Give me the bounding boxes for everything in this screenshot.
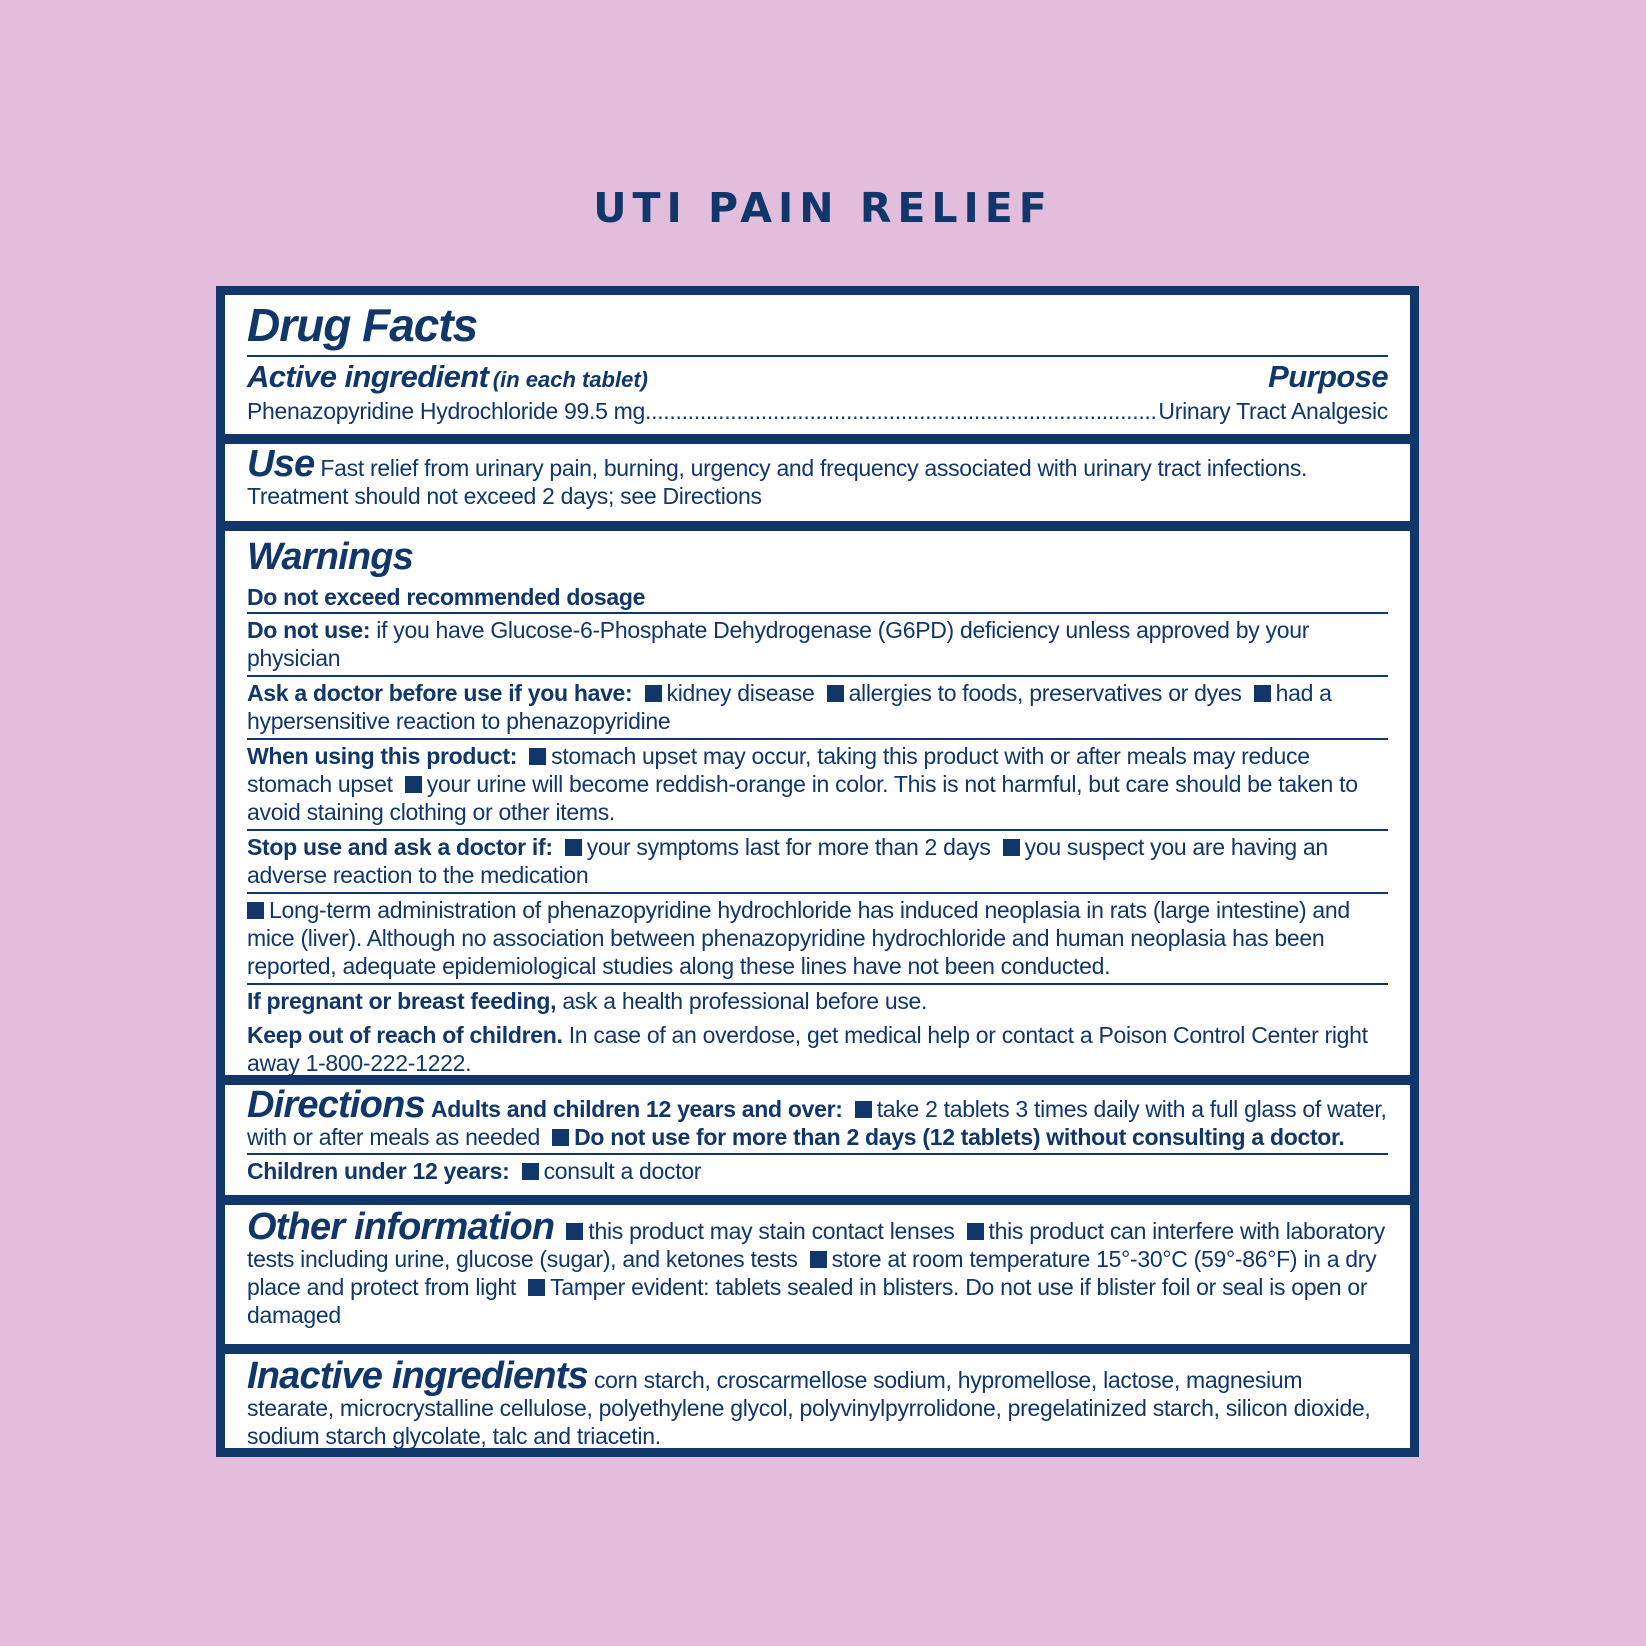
pregnant-text: ask a health professional before use. [562,988,928,1014]
children-label: Children under 12 years: [247,1158,510,1184]
page-title: UTI PAIN RELIEF [593,184,1053,232]
adults-item: take 2 tablets 3 times daily with a full glass of water, with or after meals as needed [247,1096,1387,1150]
ask-doctor-label: Ask a doctor before use if you have: [247,680,633,706]
ingredient-name: Phenazopyridine Hydrochloride 99.5 mg [247,398,646,424]
when-using-label: When using this product: [247,743,518,769]
stop-item: your symptoms last for more than 2 days [586,834,991,860]
when-item: stomach upset may occur, taking this product with or after meals may reduce stomach upset [247,743,1310,797]
active-ingredient-sub: (in each tablet) [492,367,648,392]
adults-label: Adults and children 12 years and over: [430,1096,843,1122]
adults-warning: Do not use for more than 2 days (12 tablets) without consulting a doctor. [574,1124,1345,1150]
use-heading: Use [247,444,315,485]
bullet-icon [522,1163,539,1180]
bullet-icon [810,1251,827,1268]
do-not-use-label: Do not use: [247,617,371,643]
other-item: store at room temperature 15°-30°C (59°-86°F) in a dry place and protect from light [247,1246,1377,1300]
bullet-icon [645,685,662,702]
active-ingredient-heading: Active ingredient [247,359,489,394]
bullet-icon [405,776,422,793]
use-section [225,444,1410,521]
pregnant-label: If pregnant or breast feeding, [247,988,557,1014]
inactive-heading: Inactive ingredients [247,1355,588,1397]
long-term-warning: Long-term administration of phenazopyridine hydrochloride has induced neoplasia in rats (large intestine) and mice (liver). Although no association between phenazopyridine hydrochloride and human neoplasia has been reported, adequate epidemiological studies along these lines have not been conducted. [247,897,1350,979]
other-item: Tamper evident: tablets sealed in blisters. Do not use if blister foil or seal is open or damaged [247,1274,1368,1328]
other-info-heading: Other information [247,1206,555,1248]
do-not-use-text: if you have Glucose-6-Phosphate Dehydrogenase (G6PD) deficiency unless approved by your physician [247,617,1310,671]
other-item: this product can interfere with laboratory tests including urine, glucose (sugar), and ketones tests [247,1218,1386,1272]
warnings-section [225,531,1410,1075]
bullet-icon [565,839,582,856]
active-ingredient-section [225,295,1410,434]
inactive-ingredients-section [225,1354,1410,1448]
bullet-icon [566,1223,583,1240]
bullet-icon [528,1279,545,1296]
bullet-icon [967,1223,984,1240]
directions-section [225,1085,1410,1195]
when-item: your urine will become reddish-orange in color. This is not harmful, but care should be taken to avoid staining clothing or other items. [247,771,1358,825]
keep-out-label: Keep out of reach of children. [247,1022,563,1048]
other-information-section [225,1205,1410,1344]
bullet-icon [247,902,264,919]
bullet-icon [1254,685,1271,702]
other-item: this product may stain contact lenses [588,1218,955,1244]
bullet-icon [1003,839,1020,856]
warnings-heading: Warnings [247,536,414,578]
bullet-icon [827,685,844,702]
directions-heading: Directions [247,1085,425,1126]
drug-facts-panel [216,286,1419,1457]
drug-facts-heading: Drug Facts [247,299,478,351]
use-line-1: Fast relief from urinary pain, burning, urgency and frequency associated with urinary tract infections. [320,455,1308,481]
ask-item: kidney disease [666,680,815,706]
leader-dots [645,397,1158,425]
stop-use-label: Stop use and ask a doctor if: [247,834,553,860]
ask-item: had a hypersensitive reaction to phenazopyridine [247,680,1332,734]
dosage-warning: Do not exceed recommended dosage [247,584,646,610]
children-item: consult a doctor [543,1158,702,1184]
bullet-icon [529,748,546,765]
bullet-icon [855,1101,872,1118]
bullet-icon [552,1129,569,1146]
stop-item: you suspect you are having an adverse reaction to the medication [247,834,1328,888]
inactive-text: corn starch, croscarmellose sodium, hypromellose, lactose, magnesium stearate, microcrystalline cellulose, polyethylene glycol, polyvinylpyrrolidone, pregelatinized starch, silicon dioxide, sodium starch glycolate, talc and triacetin. [247,1367,1371,1448]
use-line-2: Treatment should not exceed 2 days; see Directions [247,483,762,509]
keep-out-text: In case of an overdose, get medical help or contact a Poison Control Center right away 1-800-222-1222. [247,1022,1368,1075]
ingredient-purpose: Urinary Tract Analgesic [1158,398,1388,424]
purpose-heading: Purpose [1268,359,1388,394]
ask-item: allergies to foods, preservatives or dyes [848,680,1242,706]
